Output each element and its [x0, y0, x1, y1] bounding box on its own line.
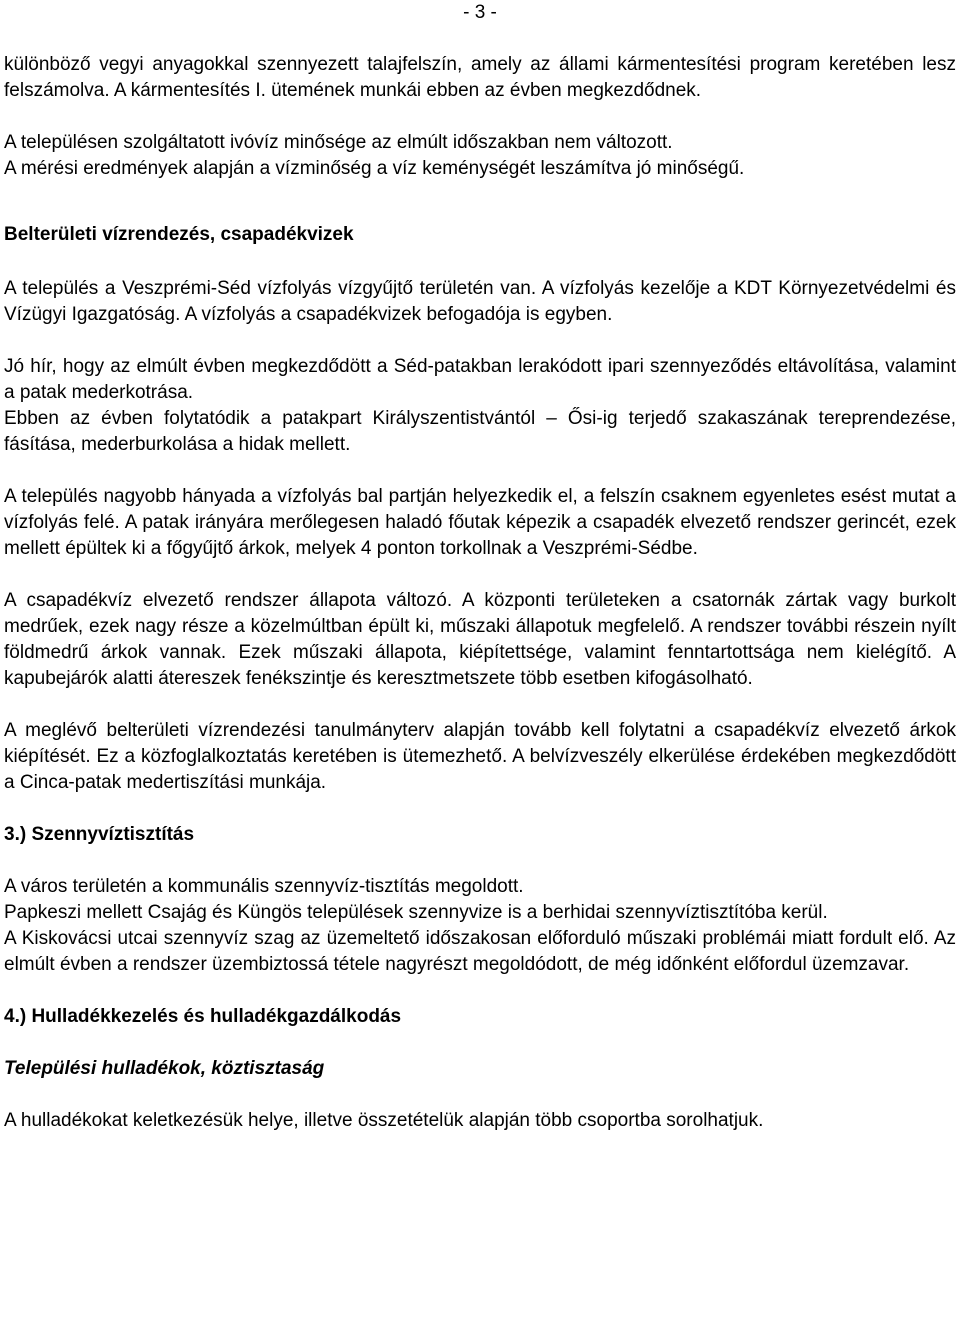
section-heading-waste: 4.) Hulladékkezelés és hulladékgazdálkodás [4, 1006, 402, 1027]
paragraph-catchment: A település a Veszprémi-Séd vízfolyás vízgyűjtő területén van. A vízfolyás kezelője a KDT Környezetvédelmi és Vízügyi Igazgatóság. A vízfolyás a csapadékvizek befogadója is egyben. [4, 278, 956, 325]
paragraph-topography: A település nagyobb hányada a vízfolyás bal partján helyezkedik el, a felszín csaknem egyenletes esést mutat a vízfolyás felé. A patak irányára merőlegesen haladó főutak képezik a csapadék elvezető rendszer gerincét, ezek mellett épültek ki a főgyűjtő árkok, melyek 4 ponton torkollnak a Veszprémi-Sédbe. [4, 486, 956, 559]
paragraph-sediment-removal: Jó hír, hogy az elmúlt évben megkezdődött a Séd-patakban lerakódott ipari szennyeződés eltávolítása, valamint a patak mederkotrása. [4, 356, 956, 403]
paragraph-sewage-solved: A város területén a kommunális szennyvíz-tisztítás megoldott. [4, 876, 524, 897]
paragraph-contamination: különböző vegyi anyagokkal szennyezett talajfelszín, amely az állami kármentesítési program keretében lesz felszámolva. A kármentesítés I. ütemének munkái ebben az évben megkezdődnek. [4, 54, 956, 101]
paragraph-water-quality: A mérési eredmények alapján a vízminőség a víz keménységét leszámítva jó minőségű. [4, 158, 745, 179]
paragraph-sewage-villages: Papkeszi mellett Csajág és Küngös települések szennyvize is a berhidai szennyvíztisztítóba kerül. [4, 902, 828, 923]
paragraph-riverbank-works: Ebben az évben folytatódik a patakpart Királyszentistvántól – Ősi-ig terjedő szakaszának tereprendezése, fásítása, mederburkolása a hidak mellett. [4, 408, 956, 455]
page-number: - 3 - [463, 2, 497, 23]
paragraph-sewage-odor: A Kiskovácsi utcai szennyvíz szag az üzemeltető időszakosan előforduló műszaki problémái miatt fordult elő. Az elmúlt évben a rendszer üzembiztossá tétele nagyrészt megoldódott, de még időnként előfordul üzemzavar. [4, 928, 956, 975]
paragraph-drainage-status: A csapadékvíz elvezető rendszer állapota változó. A központi területeken a csatornák zártak vagy burkolt medrűek, ezek nagy része a közelmúltban épült ki, műszaki állapotuk megfelelő. A rendszer további részein nyílt földmedrű árkok vannak. Ezek műszaki állapota, kiépítettsége, valamint fenntartottsága nem kielégítő. A kapubejárók alatti átereszek fenékszintje és keresztmetszete több esetben kifogásolható. [4, 590, 956, 689]
document-body [4, 52, 956, 1134]
section-heading-stormwater: Belterületi vízrendezés, csapadékvizek [4, 224, 354, 245]
subsection-heading-municipal-waste: Települési hulladékok, köztisztaság [4, 1058, 325, 1079]
paragraph-drainage-plan: A meglévő belterületi vízrendezési tanulmányterv alapján tovább kell folytatni a csapadékvíz elvezető árkok kiépítését. Ez a közfoglalkoztatás keretében is ütemezhető. A belvízveszély elkerülése érdekében megkezdődött a Cinca-patak medertiszítási munkája. [4, 720, 956, 793]
section-heading-wastewater: 3.) Szennyvíztisztítás [4, 824, 195, 845]
paragraph-drinking-water: A településen szolgáltatott ivóvíz minősége az elmúlt időszakban nem változott. [4, 132, 673, 153]
paragraph-waste-groups: A hulladékokat keletkezésük helye, illetve összetételük alapján több csoportba sorolhatjuk. [4, 1110, 764, 1131]
